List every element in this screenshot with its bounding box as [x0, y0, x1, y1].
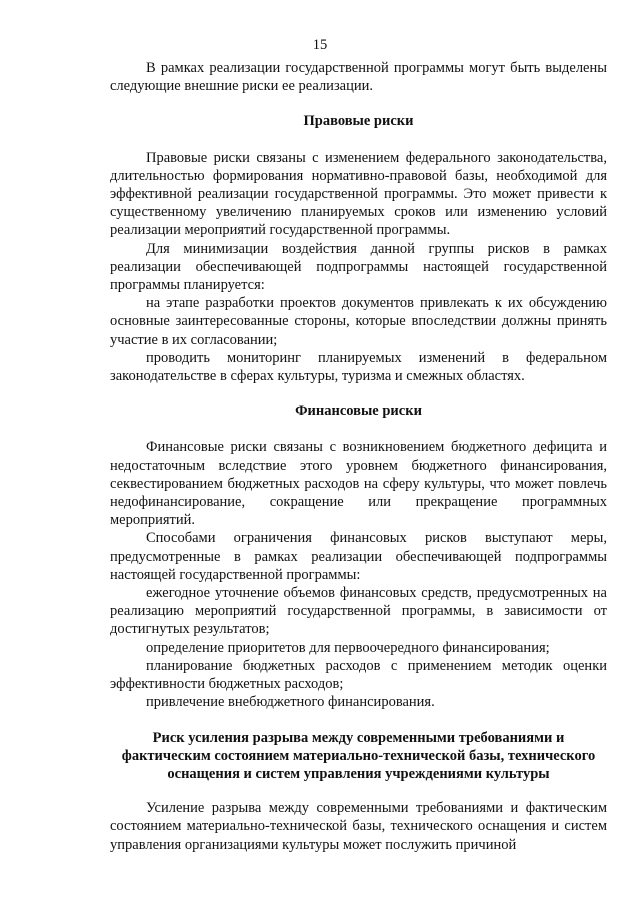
legal-risks-paragraph: Правовые риски связаны с изменением федерального законодательства, длительностью формирования нормативно-правовой базы, необходимой для эффективной реализации государственной программы. Это может привести к существенному увеличению планируемых сроков или изменению условий реализации мероприятий государственной программы.	[110, 149, 607, 239]
financial-risks-paragraph: привлечение внебюджетного финансирования.	[146, 694, 435, 711]
financial-risks-paragraph: планирование бюджетных расходов с применением методик оценки эффективности бюджетных расходов;	[110, 657, 607, 693]
section-heading-financial-risks: Финансовые риски	[295, 403, 422, 420]
section-heading-legal-risks: Правовые риски	[303, 113, 414, 130]
legal-risks-paragraph: Для минимизации воздействия данной группы рисков в рамках реализации обеспечивающей подпрограммы настоящей государственной программы планируется:	[110, 240, 607, 294]
financial-risks-paragraph: определение приоритетов для первоочередного финансирования;	[146, 639, 550, 656]
section-heading-infrastructure-gap-risk: Риск усиления разрыва между современными требованиями и фактическим состоянием материально-технической базы, технического оснащения и систем управления учреждениями культуры	[121, 729, 596, 782]
document-body	[110, 59, 607, 854]
page-number: 15	[312, 37, 328, 53]
financial-risks-paragraph: Способами ограничения финансовых рисков выступают меры, предусмотренные в рамках реализации обеспечивающей подпрограммы настоящей государственной программы:	[110, 530, 607, 583]
infrastructure-gap-paragraph: Усиление разрыва между современными требованиями и фактическим состоянием материально-технической базы, технического оснащения и систем управления организациями культуры может послужить причиной	[110, 800, 607, 853]
legal-risks-paragraph: проводить мониторинг планируемых изменений в федеральном законодательстве в сферах культуры, туризма и смежных областях.	[110, 349, 607, 385]
legal-risks-paragraph: на этапе разработки проектов документов привлекать к их обсуждению основные заинтересованные стороны, которые впоследствии должны принять участие в их согласовании;	[110, 295, 607, 348]
financial-risks-paragraph: Финансовые риски связаны с возникновением бюджетного дефицита и недостаточным вследствие этого уровнем бюджетного финансирования, секвестированием бюджетных расходов на сферу культуры, что может повлечь недофинансирование, сокращение или прекращение программных мероприятий.	[110, 439, 607, 529]
intro-paragraph: В рамках реализации государственной программы могут быть выделены следующие внешние риски ее реализации.	[110, 60, 607, 95]
financial-risks-paragraph: ежегодное уточнение объемов финансовых средств, предусмотренных на реализацию мероприятий государственной программы, в зависимости от достигнутых результатов;	[110, 585, 607, 638]
